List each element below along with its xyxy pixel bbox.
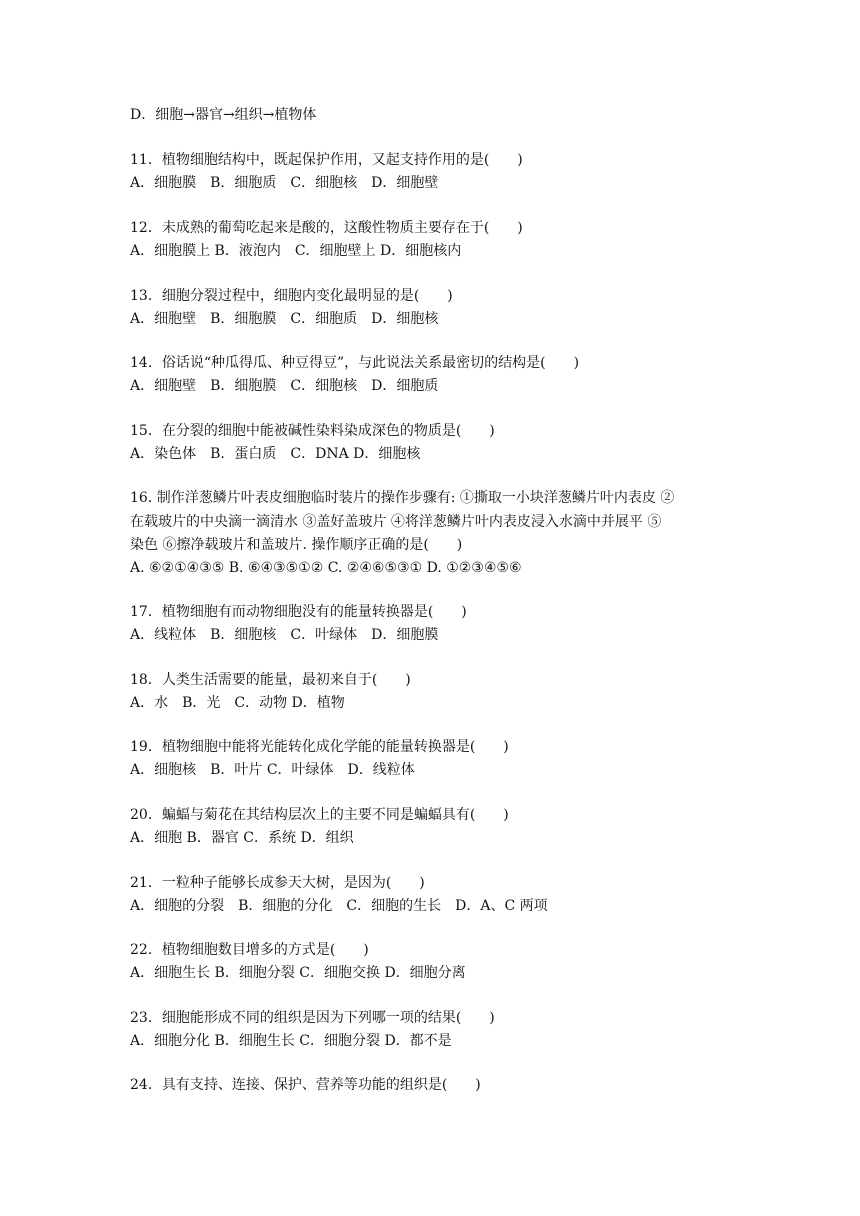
q19-question: 19．植物细胞中能将光能转化成化学能的能量转换器是( ) (130, 739, 509, 755)
q17-question: 17．植物细胞有而动物细胞没有的能量转换器是( ) (130, 604, 467, 620)
q13-options: A．细胞壁 B．细胞膜 C．细胞质 D．细胞核 (130, 311, 439, 327)
q21-options: A．细胞的分裂 B．细胞的分化 C．细胞的生长 D．A、C 两项 (130, 898, 548, 914)
q20-question: 20．蝙蝠与菊花在其结构层次上的主要不同是蝙蝠具有( ) (130, 807, 509, 823)
q23-options: A．细胞分化 B．细胞生长 C．细胞分裂 D．都不是 (130, 1033, 452, 1049)
q16-options: A. ⑥②①④③⑤ B. ⑥④③⑤①② C. ②④⑥⑤③① D. ①②③④⑤⑥ (130, 560, 522, 576)
q22-question: 22．植物细胞数目增多的方式是( ) (130, 942, 369, 958)
q14-question: 14．俗话说“种瓜得瓜、种豆得豆”，与此说法关系最密切的结构是( ) (130, 355, 580, 371)
q13-question: 13．细胞分裂过程中，细胞内变化最明显的是( ) (130, 288, 453, 304)
q12-question: 12．未成熟的葡萄吃起来是酸的，这酸性物质主要存在于( ) (130, 220, 523, 236)
q18-options: A．水 B．光 C．动物 D．植物 (130, 695, 345, 711)
q21-question: 21．一粒种子能够长成参天大树，是因为( ) (130, 875, 425, 891)
q15-options: A．染色体 B．蛋白质 C．DNA D．细胞核 (130, 446, 421, 462)
q19-options: A．细胞核 B．叶片 C．叶绿体 D．线粒体 (130, 762, 415, 778)
q18-question: 18．人类生活需要的能量，最初来自于( ) (130, 672, 411, 688)
q16-question-line1: 16. 制作洋葱鳞片叶表皮细胞临时装片的操作步骤有: ①撕取一小块洋葱鳞片叶内表皮 ② (130, 490, 675, 506)
q11-options: A．细胞膜 B．细胞质 C．细胞核 D．细胞壁 (130, 175, 439, 191)
q23-question: 23．细胞能形成不同的组织是因为下列哪一项的结果( ) (130, 1010, 495, 1026)
q22-options: A．细胞生长 B．细胞分裂 C．细胞交换 D．细胞分离 (130, 965, 466, 981)
q12-options: A．细胞膜上 B．液泡内 C．细胞壁上 D．细胞核内 (130, 243, 462, 259)
q16-question-line2: 在载玻片的中央滴一滴清水 ③盖好盖玻片 ④将洋葱鳞片叶内表皮浸入水滴中并展平 ⑤ (130, 514, 662, 530)
q16-question-line3: 染色 ⑥擦净载玻片和盖玻片. 操作顺序正确的是( ) (130, 537, 463, 553)
q24-question: 24．具有支持、连接、保护、营养等功能的组织是( ) (130, 1077, 481, 1093)
q14-options: A．细胞壁 B．细胞膜 C．细胞核 D．细胞质 (130, 378, 439, 394)
q20-options: A．细胞 B．器官 C．系统 D．组织 (130, 830, 354, 846)
q10-option-d: D．细胞→器官→组织→植物体 (130, 107, 317, 123)
q15-question: 15．在分裂的细胞中能被碱性染料染成深色的物质是( ) (130, 423, 495, 439)
q17-options: A．线粒体 B．细胞核 C．叶绿体 D．细胞膜 (130, 627, 439, 643)
q11-question: 11．植物细胞结构中，既起保护作用，又起支持作用的是( ) (130, 152, 523, 168)
